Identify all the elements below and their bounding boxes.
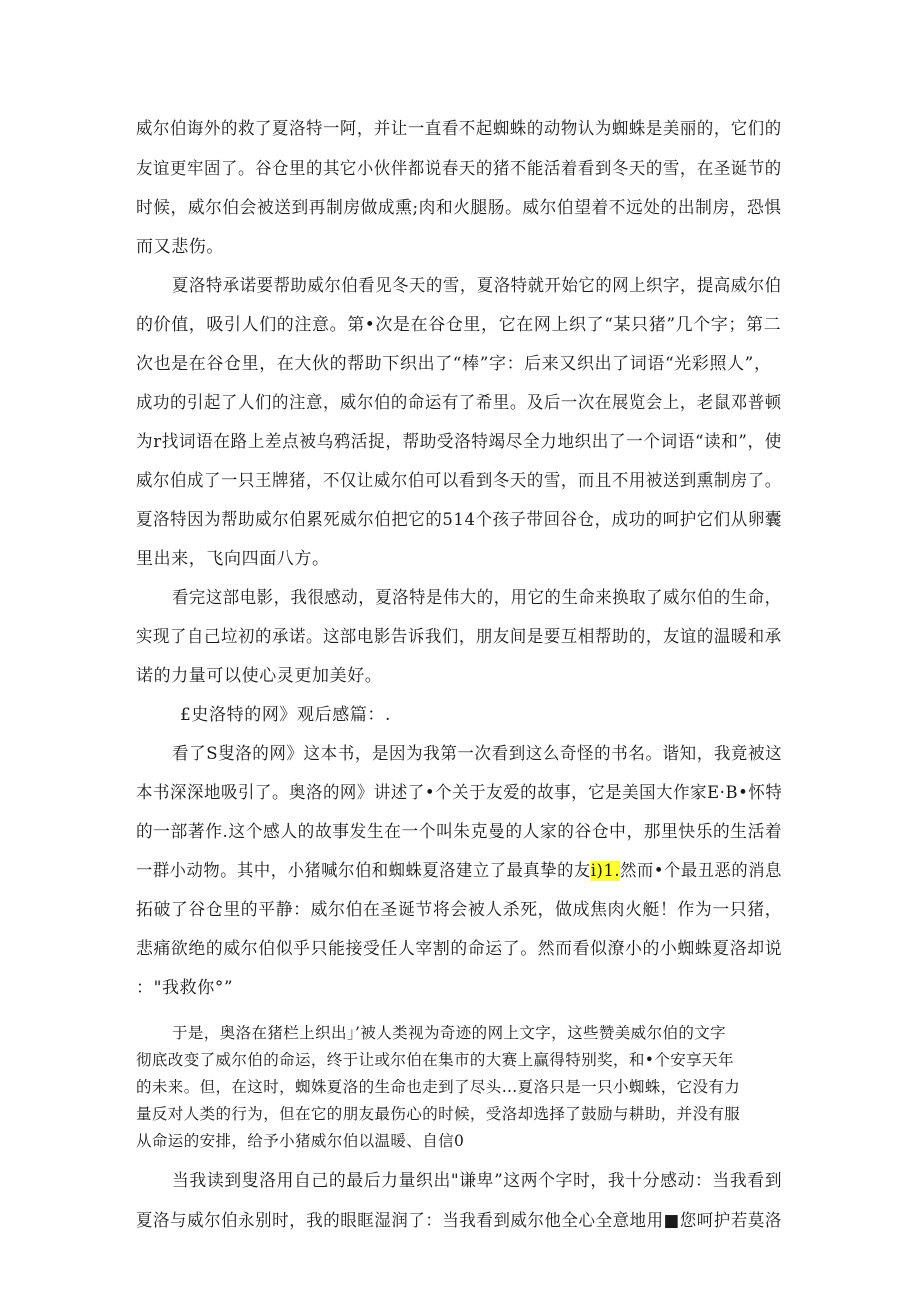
text-line: 成功的引起了人们的注意，威尔伯的命运有了希里。及后一次在展览会上，老鼠邓普顿 (136, 393, 782, 413)
text-line: 时候，威尔伯会被送到再制房做成熏;肉和火腿肠。威尔伯望着不远处的出制房，恐惧 (136, 198, 782, 218)
text-line: 的未来。但，在这时，蜘姝夏洛的生命也走到了尽头…夏洛只是一只小蜘蛛，它没有力 (136, 1078, 741, 1096)
text-line: 威尔伯诲外的救了夏洛特一阿，并让一直看不起蜘蛛的动物认为蜘蛛是美丽的，它们的 (136, 119, 782, 139)
text-line: 诺的力量可以使心灵更加美好。 (136, 666, 383, 686)
text-line: 看完这部电影，我很感动，夏洛特是伟大的，用它的生命来换取了威尔伯的生命， (172, 588, 782, 608)
text-line: 于是，奥洛在猪栏上织出」’被人类视为奇迹的网上文字，这些赞美威尔伯的文字 (172, 1024, 727, 1042)
section-title: £史洛特的网》观后感篇：. (180, 705, 392, 725)
text-segment: 然而•个最丑恶的消息 (620, 861, 782, 881)
text-line: 而又悲伤。 (136, 237, 224, 257)
text-line: 友谊更牢固了。谷仓里的其它小伙伴都说春天的猪不能活着看到冬天的雪，在圣诞节的 (136, 159, 782, 179)
text-line: 夏洛特承诺要帮助威尔伯看见冬天的雪，夏洛特就开始它的网上织字，提高威尔伯 (172, 276, 782, 296)
highlighted-text: i)1. (590, 861, 621, 881)
text-line (136, 860, 782, 882)
text-line: 的一部著作.这个感人的故事发生在一个叫朱克曼的人家的谷仓中，那里快乐的生活着 (136, 822, 783, 842)
text-segment: 一群小动物。其中，小猪喊尔伯和蜘蛛夏洛建立了最真挚的友 (136, 861, 591, 881)
text-line: 实现了自己垃初的承诺。这部电影告诉我们，朋友间是要互相帮助的，友谊的温暖和承 (136, 627, 782, 647)
text-line: 夏洛特因为帮助威尔伯累死威尔伯把它的514个孩子带回谷仓，成功的呵护它们从卵囊 (136, 510, 782, 530)
text-line: 看了S叟洛的网》这本书，是因为我第一次看到这么奇怪的书名。谐知，我竟被这 (172, 744, 783, 764)
text-line: 当我读到叟洛用自己的最后力量织出"谦卑”这两个字时，我十分感动：当我看到 (172, 1171, 783, 1191)
text-line: 为r找词语在路上差点被乌鸦活捉，帮助受洛特竭尽全力地织出了一个词语“读和”，使 (136, 432, 782, 452)
text-line: 里出来，飞向四面八方。 (136, 549, 330, 569)
text-line: 拓破了谷仓里的平静：威尔伯在圣诞节将会被人杀死，做成焦肉火艇！作为一只猪， (136, 900, 783, 920)
text-line: 次也是在谷仓里，在大伙的帮助下织出了“棒”字：后来又织出了词语“光彩照人”， (136, 354, 772, 374)
text-line: ："我救你°” (136, 978, 234, 998)
text-line: 悲痛欲绝的威尔伯似乎只能接受任人宰割的命运了。然而看似潦小的小蜘蛛夏洛却说 (136, 939, 783, 959)
text-line: 本书深深地吸引了。奥洛的网》讲述了•个关于友爱的故事，它是美国大作家E·B•怀特 (136, 783, 783, 803)
text-line: 从命运的安排，给予小猪威尔伯以温暖、自信0 (136, 1132, 465, 1150)
text-line: 的价值，吸引人们的注意。第•次是在谷仓里，它在网上织了“某只猪”几个字；第二 (136, 315, 782, 335)
text-line: 量反对人类的行为，但在它的朋友最伤心的时候，受洛却选择了鼓励与耕助，并没有服 (136, 1105, 741, 1123)
text-line: 夏洛与威尔伯永别时，我的眼眶湿润了：当我看到威尔他全心全意地用■您呵护若莫洛 (136, 1211, 782, 1231)
text-line: 威尔伯成了一只王牌猪，不仅让威尔伯可以看到冬天的雪，而且不用被送到熏制房了。 (136, 471, 782, 491)
text-line: 彻底改变了威尔伯的命运，终于让或尔伯在集市的大赛上赢得特别奖，和•个安享天年 (136, 1051, 734, 1069)
